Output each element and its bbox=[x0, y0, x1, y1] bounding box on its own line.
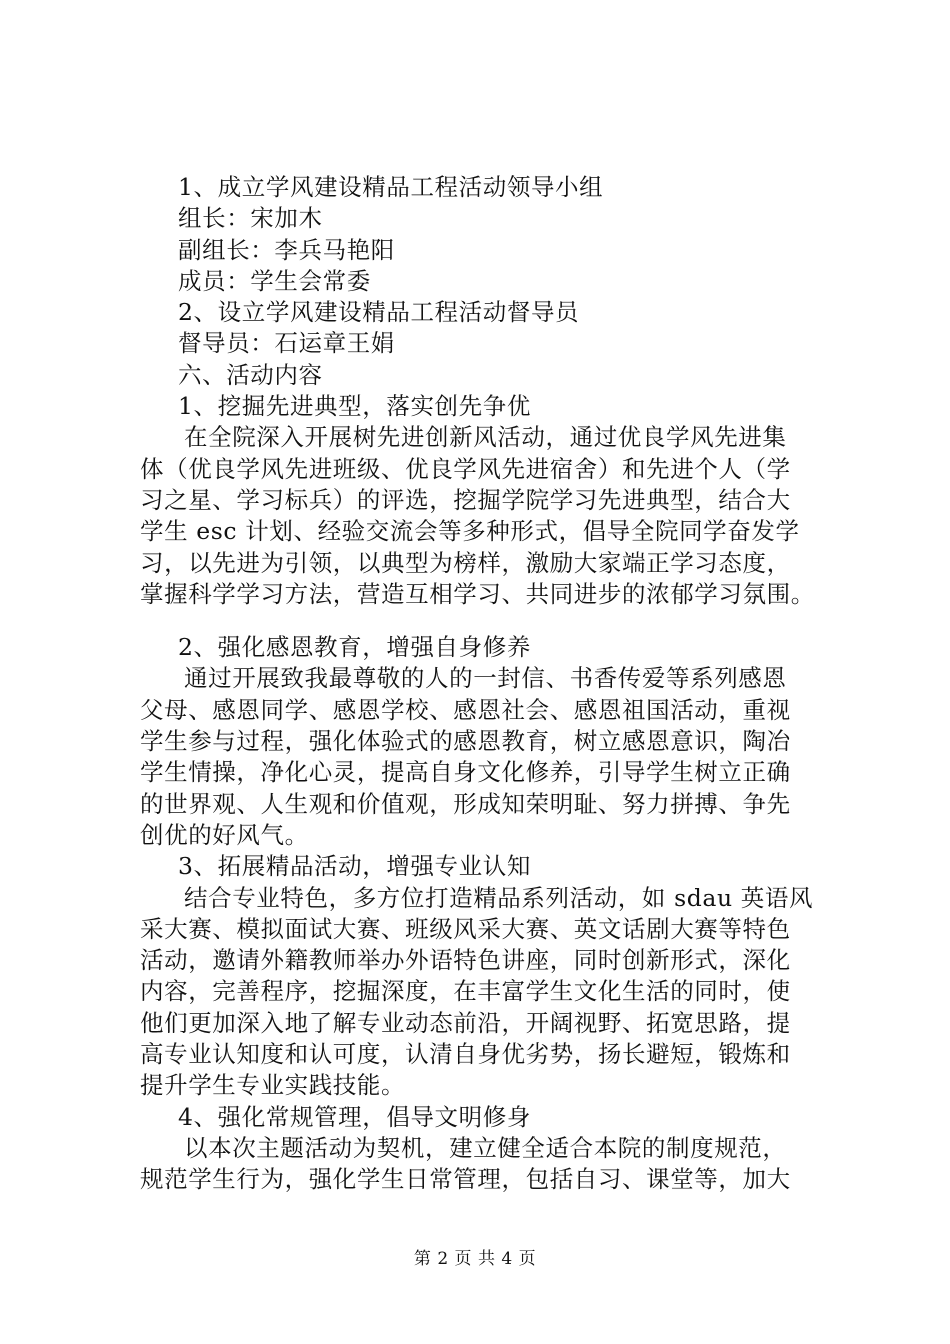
text-line: 副组长：李兵马艳阳 bbox=[178, 235, 395, 264]
paragraph-line: 高专业认知度和认可度，认清自身优劣势，扬长避短，锻炼和 bbox=[140, 1040, 791, 1069]
paragraph-line: 提升学生专业实践技能。 bbox=[140, 1071, 406, 1100]
text-line: 组长：宋加木 bbox=[178, 204, 323, 233]
paragraph-line: 在全院深入开展树先进创新风活动，通过优良学风先进集 bbox=[184, 423, 787, 452]
paragraph-line: 习，以先进为引领，以典型为榜样，激励大家端正学习态度， bbox=[140, 548, 791, 577]
section-heading: 1、成立学风建设精品工程活动领导小组 bbox=[178, 173, 604, 201]
text-line: 成员：学生会常委 bbox=[178, 266, 371, 295]
document-body bbox=[140, 172, 840, 1196]
paragraph-line: 活动，邀请外籍教师举办外语特色讲座，同时创新形式，深化 bbox=[140, 946, 791, 975]
paragraph-line: 习之星、学习标兵）的评选，挖掘学院学习先进典型，结合大 bbox=[140, 485, 791, 514]
paragraph-line: 父母、感恩同学、感恩学校、感恩社会、感恩祖国活动，重视 bbox=[140, 695, 791, 724]
paragraph-line: 采大赛、模拟面试大赛、班级风采大赛、英文话剧大赛等特色 bbox=[140, 914, 791, 943]
paragraph-line: 结合专业特色，多方位打造精品系列活动，如 sdau 英语风 bbox=[184, 883, 814, 912]
section-heading: 六、活动内容 bbox=[178, 360, 323, 389]
paragraph-line: 体（优良学风先进班级、优良学风先进宿舍）和先进个人（学 bbox=[140, 454, 791, 483]
paragraph-line: 学生情操，净化心灵，提高自身文化修养，引导学生树立正确 bbox=[140, 758, 791, 787]
paragraph-line: 掌握科学学习方法，营造互相学习、共同进步的浓郁学习氛围。 bbox=[140, 579, 815, 608]
section-heading: 1、挖掘先进典型，落实创先争优 bbox=[178, 392, 531, 421]
paragraph-line: 学生参与过程，强化体验式的感恩教育，树立感恩意识，陶冶 bbox=[140, 727, 791, 756]
paragraph-line: 学生 esc 计划、经验交流会等多种形式，倡导全院同学奋发学 bbox=[140, 517, 800, 546]
paragraph-line: 以本次主题活动为契机，建立健全适合本院的制度规范， bbox=[184, 1133, 787, 1162]
section-heading: 2、强化感恩教育，增强自身修养 bbox=[178, 633, 531, 662]
paragraph-line: 他们更加深入地了解专业动态前沿，开阔视野、拓宽思路，提 bbox=[140, 1008, 791, 1037]
paragraph-gap bbox=[140, 610, 840, 632]
page-number: 第 2 页 共 4 页 bbox=[413, 1249, 537, 1269]
paragraph-line: 创优的好风气。 bbox=[140, 820, 309, 849]
section-heading: 3、拓展精品活动，增强专业认知 bbox=[178, 852, 531, 881]
section-heading: 2、设立学风建设精品工程活动督导员 bbox=[178, 298, 580, 327]
paragraph-line: 规范学生行为，强化学生日常管理，包括自习、课堂等，加大 bbox=[140, 1165, 791, 1194]
section-heading: 4、强化常规管理，倡导文明修身 bbox=[178, 1102, 531, 1131]
paragraph-line: 通过开展致我最尊敬的人的一封信、书香传爱等系列感恩 bbox=[184, 664, 787, 693]
paragraph-line: 的世界观、人生观和价值观，形成知荣明耻、努力拼搏、争先 bbox=[140, 789, 791, 818]
paragraph-line: 内容，完善程序，挖掘深度，在丰富学生文化生活的同时，使 bbox=[140, 977, 791, 1006]
text-line: 督导员：石运章王娟 bbox=[178, 329, 395, 358]
